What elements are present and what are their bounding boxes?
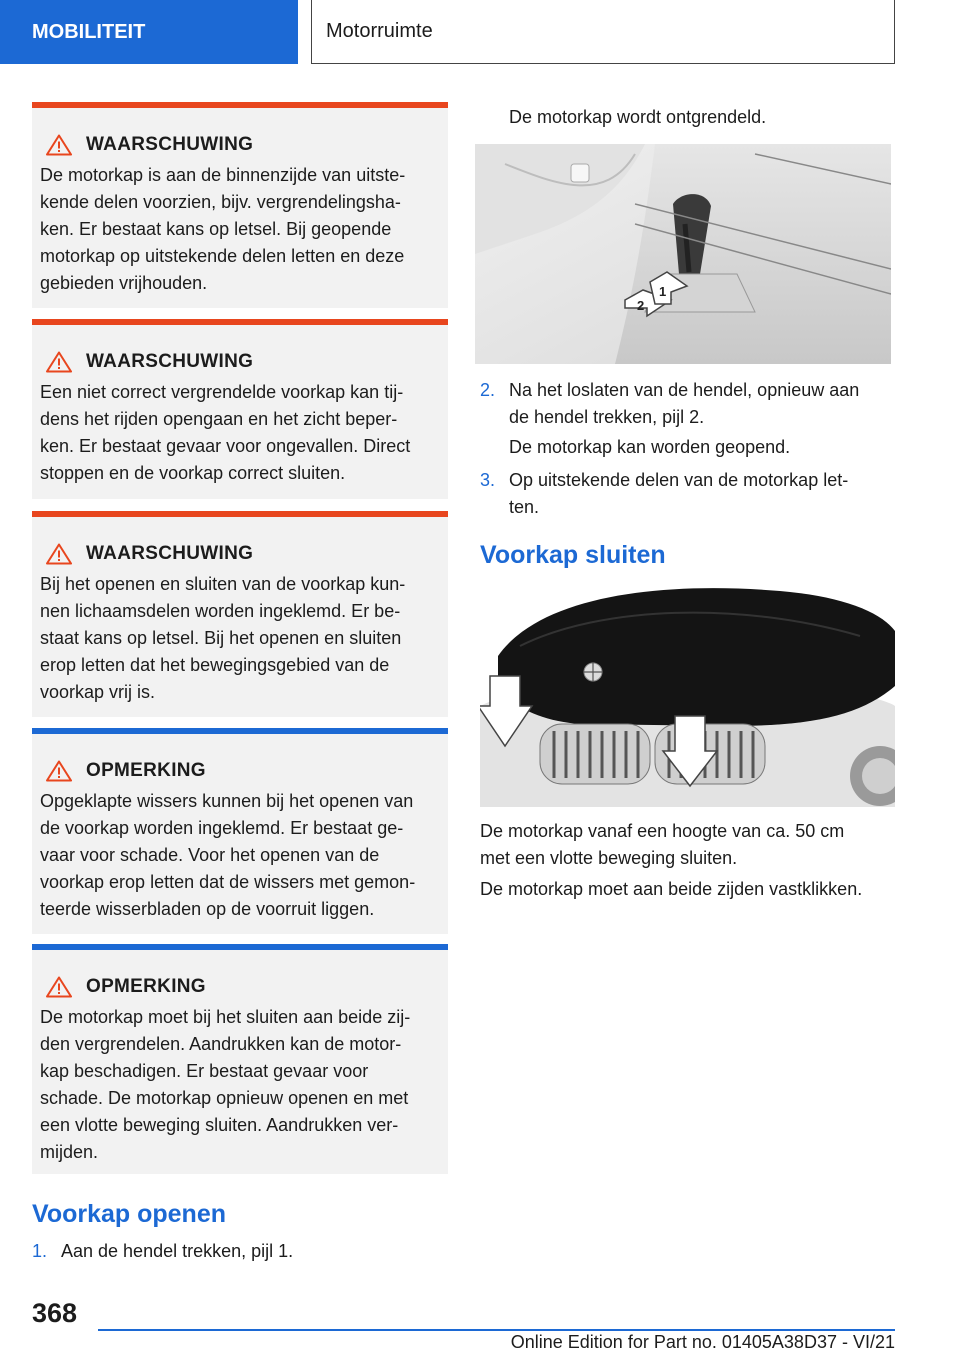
- section-label: MOBILITEIT: [32, 20, 146, 43]
- warning-text: Bij het openen en sluiten van de voorkap kun- nen lichaamsdelen worden ingeklemd. Er be- staat kans op letsel. Bij het openen en sluiten erop letten dat het bewegingsgebied van de voorkap vrij is.: [40, 574, 406, 702]
- note-text: De motorkap moet bij het sluiten aan beide zij- den vergrendelen. Aandrukken kan de motor- kap beschadigen. Er bestaat gevaar voor schade. De motorkap opnieuw openen en met een vlotte beweging sluiten. Aandrukken ver- mijden.: [40, 1007, 411, 1162]
- note-box-1: [32, 728, 448, 934]
- note-heading: [46, 760, 440, 782]
- note-box-2: [32, 944, 448, 1174]
- warning-triangle-icon: [46, 134, 72, 156]
- warning-triangle-icon: [46, 543, 72, 565]
- step-text: Aan de hendel trekken, pijl 1.: [61, 1241, 294, 1261]
- chapter-title-box: [311, 0, 895, 64]
- section-tab: [0, 0, 298, 64]
- note-triangle-icon: [46, 976, 72, 998]
- section-heading-close: Voorkap sluiten: [480, 541, 666, 569]
- step-result-2: De motorkap kan worden geopend.: [509, 437, 791, 457]
- warning-text: Een niet correct vergrendelde voorkap kan tij- dens het rijden opengaan en het zicht beper- ken. Er bestaat gevaar voor ongevallen. Direct stoppen en de voorkap correct sluiten.: [40, 382, 411, 483]
- step-number: 1.: [32, 1241, 48, 1261]
- note-triangle-icon: [46, 760, 72, 782]
- step-text: Op uitstekende delen van de motorkap let- ten.: [509, 470, 849, 517]
- step-text: Na het loslaten van de hendel, opnieuw aan de hendel trekken, pijl 2.: [509, 380, 860, 427]
- page-number: 368: [32, 1298, 78, 1328]
- section-heading-open: Voorkap openen: [32, 1200, 227, 1228]
- hood-release-lever-photo: [475, 144, 891, 364]
- warning-box-1: [32, 102, 448, 308]
- warning-heading: [46, 543, 440, 565]
- arrow-label-2: 2: [637, 298, 645, 313]
- warning-box-3: [32, 511, 448, 717]
- footer-rule: [98, 1329, 895, 1331]
- note-heading: [46, 976, 440, 998]
- warning-box-2: [32, 319, 448, 499]
- warning-heading: [46, 351, 440, 373]
- close-instruction: De motorkap vanaf een hoogte van ca. 50 cm met een vlotte beweging sluiten.: [480, 821, 845, 868]
- note-title: OPMERKING: [86, 760, 206, 781]
- chapter-title: Motorruimte: [326, 20, 433, 42]
- arrow-label-1: 1: [659, 284, 667, 299]
- warning-title: WAARSCHUWING: [86, 134, 254, 155]
- step-number: 2.: [480, 380, 496, 400]
- step-3: [480, 467, 896, 521]
- hood-closing-photo: [480, 586, 895, 807]
- step-1: [32, 1238, 448, 1265]
- warning-triangle-icon: [46, 351, 72, 373]
- step-2: [480, 377, 896, 431]
- warning-title: WAARSCHUWING: [86, 351, 254, 372]
- note-title: OPMERKING: [86, 976, 206, 997]
- warning-text: De motorkap is aan de binnenzijde van uitste- kende delen voorzien, bijv. vergrendelingsha- ken. Er bestaat kans op letsel. Bij geopende motorkap op uitstekende delen letten en deze gebieden vrijhouden.: [40, 165, 406, 293]
- close-final-note: De motorkap moet aan beide zijden vastklikken.: [480, 879, 863, 899]
- step-number: 3.: [480, 470, 496, 490]
- step-result-1: De motorkap wordt ontgrendeld.: [509, 107, 767, 127]
- warning-heading: [46, 134, 440, 156]
- warning-title: WAARSCHUWING: [86, 543, 254, 564]
- note-text: Opgeklapte wissers kunnen bij het openen van de voorkap worden ingeklemd. Er bestaat ge- vaar voor schade. Voor het openen van de voorkap erop letten dat de wissers met gemon- teerde wisserbladen op de voorruit liggen.: [40, 791, 416, 919]
- edition-text: Online Edition for Part no. 01405A38D37 - VI/21: [510, 1332, 895, 1352]
